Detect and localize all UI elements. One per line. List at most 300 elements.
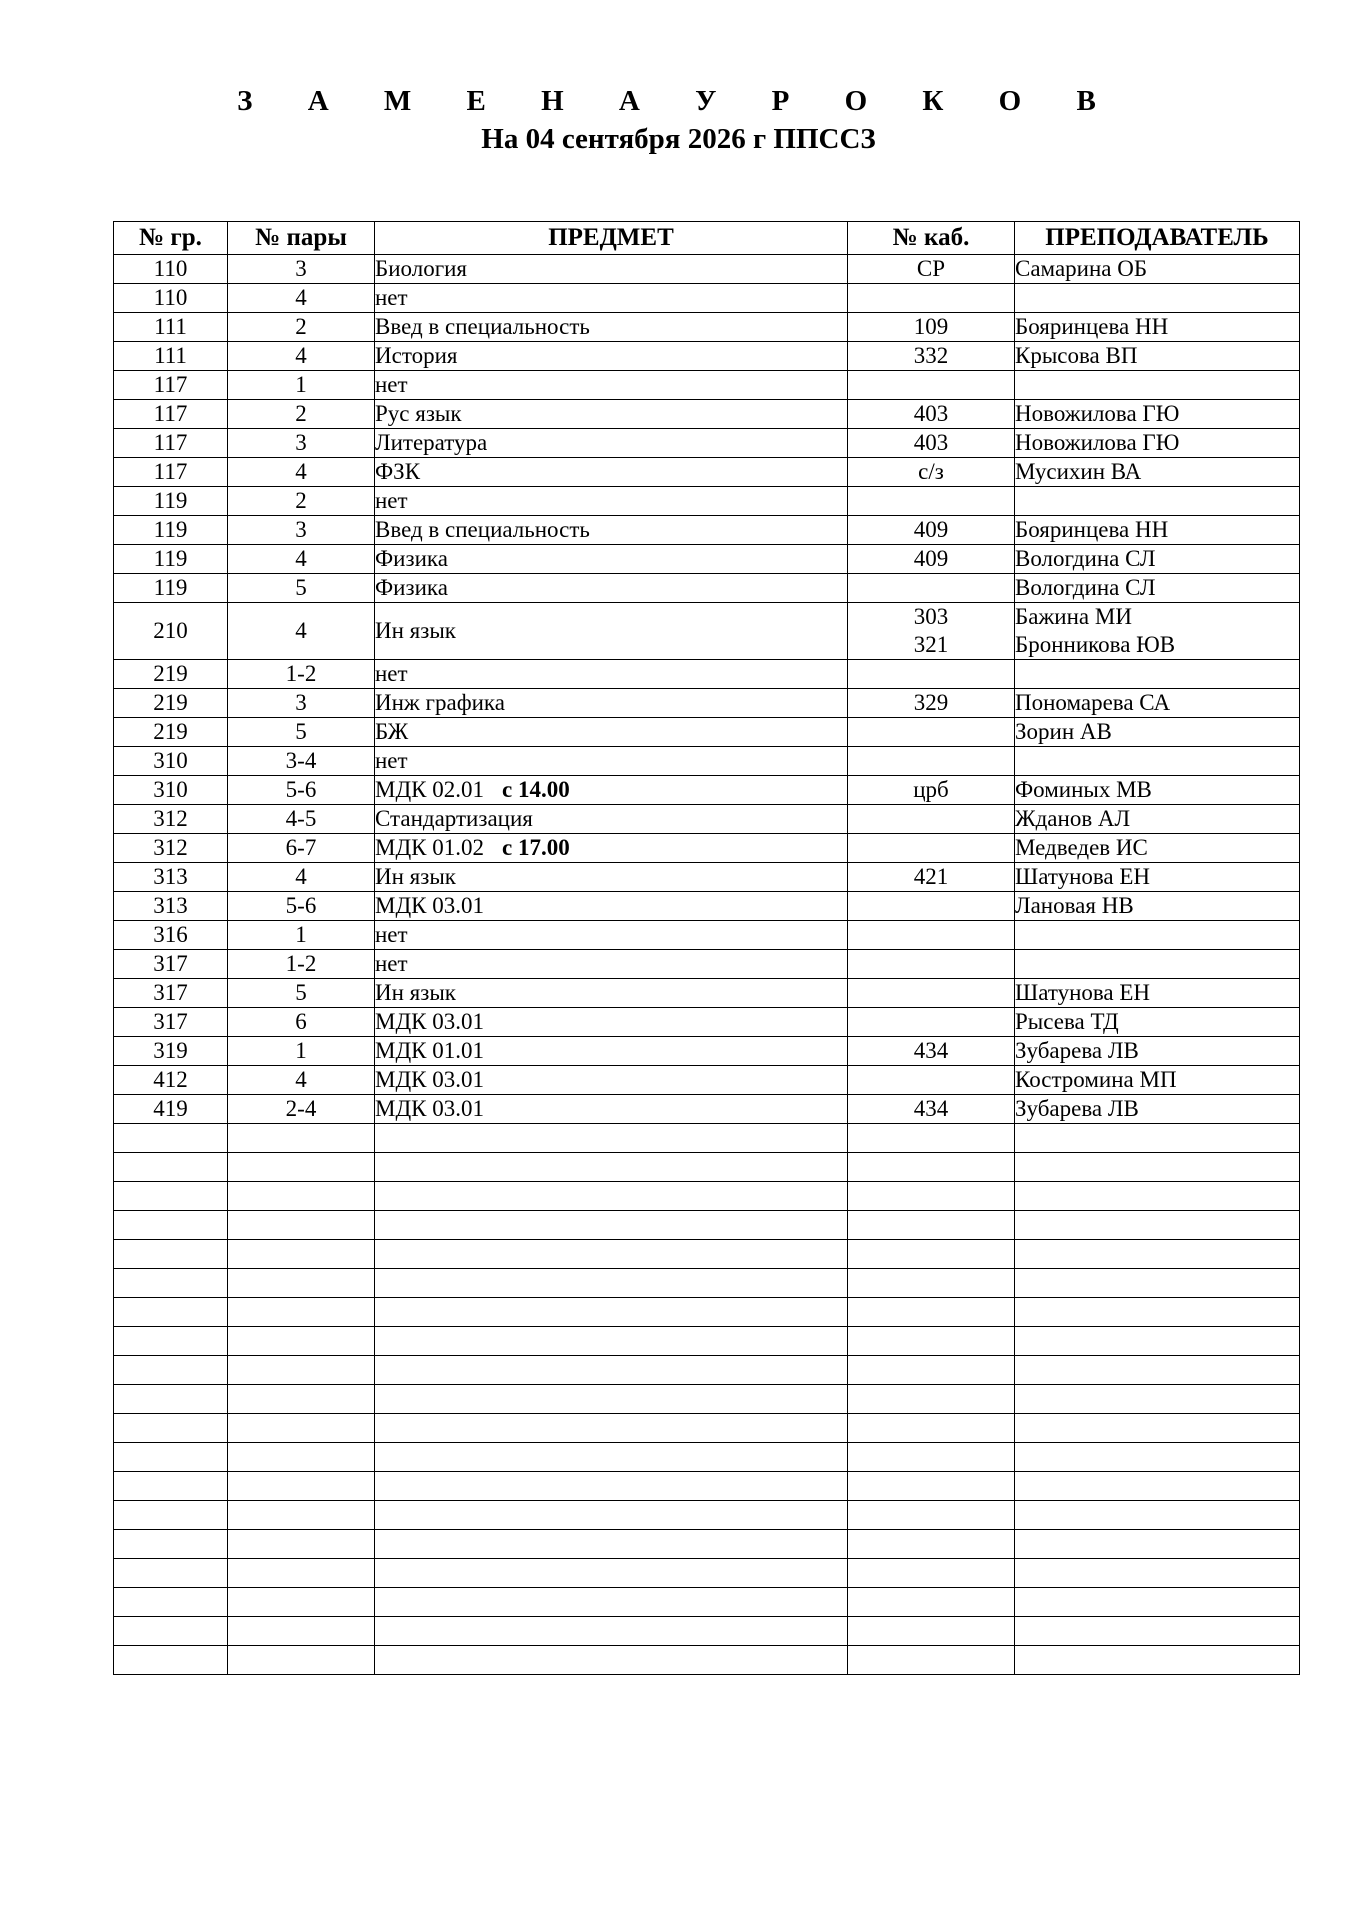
table-row xyxy=(114,747,1300,776)
cell-pair xyxy=(228,776,375,805)
cell-subject xyxy=(375,834,848,863)
teacher-name: Вологдина СЛ xyxy=(1015,575,1156,600)
cell-group xyxy=(114,1008,228,1037)
table-row xyxy=(114,1008,1300,1037)
pair-number: 1-2 xyxy=(285,661,317,686)
table-row xyxy=(114,979,1300,1008)
cell-group xyxy=(114,313,228,342)
teacher-name: Лановая НВ xyxy=(1015,893,1134,918)
group-number: 110 xyxy=(153,256,188,281)
cell-pair xyxy=(228,342,375,371)
pair-number: 3 xyxy=(295,517,307,542)
cell-room xyxy=(848,603,1015,660)
teacher-name: Бажина МИ xyxy=(1015,604,1132,629)
table-row xyxy=(114,400,1300,429)
cell-teacher xyxy=(1015,776,1300,805)
table-row xyxy=(114,1037,1300,1066)
cell-room xyxy=(848,400,1015,429)
subject-name: Введ в специальность xyxy=(375,517,590,542)
cell-room xyxy=(848,718,1015,747)
teacher-name: Шатунова ЕН xyxy=(1015,864,1151,889)
subject-name: Ин язык xyxy=(375,864,456,889)
group-number: 316 xyxy=(153,922,188,947)
cell-pair xyxy=(228,1008,375,1037)
group-number: 219 xyxy=(153,661,188,686)
cell-room xyxy=(848,1037,1015,1066)
empty-table-row xyxy=(114,1559,1300,1588)
empty-cell xyxy=(1015,1240,1300,1269)
room-number: црб xyxy=(913,777,949,802)
cell-teacher xyxy=(1015,371,1300,400)
cell-room xyxy=(848,834,1015,863)
cell-pair xyxy=(228,255,375,284)
pair-number: 1 xyxy=(295,1038,307,1063)
cell-subject xyxy=(375,718,848,747)
cell-pair xyxy=(228,747,375,776)
cell-group xyxy=(114,371,228,400)
cell-subject xyxy=(375,747,848,776)
teacher-name: Бояринцева НН xyxy=(1015,314,1169,339)
table-row xyxy=(114,313,1300,342)
col-header-group: № гр. xyxy=(114,222,228,255)
cell-teacher xyxy=(1015,1008,1300,1037)
pair-number: 5 xyxy=(295,980,307,1005)
group-number: 119 xyxy=(153,488,188,513)
cell-teacher xyxy=(1015,545,1300,574)
empty-cell xyxy=(848,1530,1015,1559)
empty-cell xyxy=(848,1124,1015,1153)
pair-number: 5-6 xyxy=(285,893,317,918)
empty-table-row xyxy=(114,1646,1300,1675)
group-number: 319 xyxy=(153,1038,188,1063)
cell-teacher xyxy=(1015,1095,1300,1124)
teacher-name: Вологдина СЛ xyxy=(1015,546,1156,571)
empty-cell xyxy=(375,1617,848,1646)
group-number: 317 xyxy=(153,1009,188,1034)
cell-room xyxy=(848,805,1015,834)
empty-cell xyxy=(375,1298,848,1327)
cell-subject xyxy=(375,516,848,545)
empty-cell xyxy=(228,1414,375,1443)
empty-cell xyxy=(114,1646,228,1675)
group-number: 419 xyxy=(153,1096,188,1121)
empty-cell xyxy=(375,1327,848,1356)
empty-cell xyxy=(375,1588,848,1617)
empty-cell xyxy=(375,1472,848,1501)
col-header-teacher: ПРЕПОДАВАТЕЛЬ xyxy=(1015,222,1300,255)
cell-pair xyxy=(228,1037,375,1066)
subject-name: Инж графика xyxy=(375,690,505,715)
empty-cell xyxy=(375,1356,848,1385)
cell-room xyxy=(848,747,1015,776)
empty-cell xyxy=(228,1153,375,1182)
table-row xyxy=(114,805,1300,834)
group-number: 310 xyxy=(153,748,188,773)
table-row xyxy=(114,1066,1300,1095)
empty-cell xyxy=(228,1327,375,1356)
cell-subject xyxy=(375,603,848,660)
subject-name: МДК 03.01 xyxy=(375,1009,484,1034)
subject-name: нет xyxy=(375,748,408,773)
cell-subject xyxy=(375,313,848,342)
group-number: 412 xyxy=(153,1067,188,1092)
table-row xyxy=(114,255,1300,284)
table-row xyxy=(114,689,1300,718)
cell-room xyxy=(848,921,1015,950)
cell-subject xyxy=(375,1095,848,1124)
cell-teacher xyxy=(1015,718,1300,747)
cell-room xyxy=(848,255,1015,284)
pair-number: 6-7 xyxy=(285,835,317,860)
cell-subject xyxy=(375,1008,848,1037)
empty-cell xyxy=(848,1153,1015,1182)
cell-teacher xyxy=(1015,284,1300,313)
table-row xyxy=(114,660,1300,689)
empty-cell xyxy=(228,1356,375,1385)
pair-number: 4 xyxy=(295,618,307,643)
cell-subject xyxy=(375,1066,848,1095)
pair-number: 5-6 xyxy=(285,777,317,802)
cell-teacher xyxy=(1015,892,1300,921)
empty-cell xyxy=(1015,1472,1300,1501)
cell-pair xyxy=(228,458,375,487)
cell-room xyxy=(848,342,1015,371)
empty-cell xyxy=(1015,1269,1300,1298)
table-row xyxy=(114,516,1300,545)
empty-cell xyxy=(1015,1356,1300,1385)
subject-name: нет xyxy=(375,951,408,976)
pair-number: 4 xyxy=(295,343,307,368)
pair-number: 4 xyxy=(295,1067,307,1092)
room-number: с/з xyxy=(918,459,944,484)
cell-pair xyxy=(228,1095,375,1124)
table-row xyxy=(114,545,1300,574)
cell-room xyxy=(848,429,1015,458)
empty-cell xyxy=(375,1646,848,1675)
empty-cell xyxy=(228,1588,375,1617)
cell-room xyxy=(848,1095,1015,1124)
subject-name: Литература xyxy=(375,430,488,455)
cell-pair xyxy=(228,545,375,574)
table-row xyxy=(114,458,1300,487)
empty-table-row xyxy=(114,1472,1300,1501)
subject-name: МДК 03.01 xyxy=(375,1096,484,1121)
group-number: 317 xyxy=(153,980,188,1005)
table-row xyxy=(114,892,1300,921)
room-number: 421 xyxy=(913,864,949,889)
col-header-room: № каб. xyxy=(848,222,1015,255)
cell-pair xyxy=(228,284,375,313)
table-row xyxy=(114,834,1300,863)
cell-pair xyxy=(228,718,375,747)
empty-table-row xyxy=(114,1298,1300,1327)
cell-subject xyxy=(375,487,848,516)
subject-name: нет xyxy=(375,661,408,686)
cell-subject xyxy=(375,400,848,429)
empty-cell xyxy=(228,1443,375,1472)
subject-name: Физика xyxy=(375,546,448,571)
empty-cell xyxy=(114,1153,228,1182)
empty-cell xyxy=(1015,1501,1300,1530)
cell-group xyxy=(114,516,228,545)
teacher-name: Шатунова ЕН xyxy=(1015,980,1151,1005)
table-row xyxy=(114,950,1300,979)
table-row xyxy=(114,718,1300,747)
empty-cell xyxy=(114,1269,228,1298)
group-number: 317 xyxy=(153,951,188,976)
empty-cell xyxy=(1015,1646,1300,1675)
cell-pair xyxy=(228,516,375,545)
pair-number: 5 xyxy=(295,575,307,600)
room-number: СР xyxy=(916,256,946,281)
empty-cell xyxy=(228,1646,375,1675)
empty-cell xyxy=(848,1269,1015,1298)
empty-cell xyxy=(228,1472,375,1501)
empty-cell xyxy=(228,1530,375,1559)
cell-room xyxy=(848,689,1015,718)
subject-name: Стандартизация xyxy=(375,806,533,831)
cell-room xyxy=(848,574,1015,603)
empty-cell xyxy=(1015,1327,1300,1356)
cell-teacher xyxy=(1015,429,1300,458)
cell-room xyxy=(848,950,1015,979)
cell-teacher xyxy=(1015,400,1300,429)
group-number: 313 xyxy=(153,864,188,889)
pair-number: 4 xyxy=(295,459,307,484)
subject-name: МДК 01.02 xyxy=(375,835,484,860)
room-number: 109 xyxy=(913,314,949,339)
subject-name: Ин язык xyxy=(375,980,456,1005)
empty-cell xyxy=(848,1356,1015,1385)
cell-teacher xyxy=(1015,1037,1300,1066)
subject-name: БЖ xyxy=(375,719,409,744)
empty-cell xyxy=(114,1414,228,1443)
cell-teacher xyxy=(1015,805,1300,834)
cell-subject xyxy=(375,545,848,574)
cell-subject xyxy=(375,660,848,689)
room-number: 403 xyxy=(913,401,949,426)
cell-group xyxy=(114,1066,228,1095)
table-body xyxy=(114,255,1300,1675)
cell-room xyxy=(848,1008,1015,1037)
cell-group xyxy=(114,1095,228,1124)
empty-cell xyxy=(114,1501,228,1530)
group-number: 119 xyxy=(153,546,188,571)
teacher-name: Самарина ОБ xyxy=(1015,256,1148,281)
cell-room xyxy=(848,487,1015,516)
teacher-name: Медведев ИС xyxy=(1015,835,1148,860)
empty-table-row xyxy=(114,1211,1300,1240)
cell-teacher xyxy=(1015,255,1300,284)
table-row xyxy=(114,776,1300,805)
cell-pair xyxy=(228,1066,375,1095)
cell-teacher xyxy=(1015,313,1300,342)
empty-cell xyxy=(848,1617,1015,1646)
cell-teacher xyxy=(1015,487,1300,516)
empty-table-row xyxy=(114,1124,1300,1153)
room-number: 332 xyxy=(913,343,949,368)
subject-name: МДК 02.01 xyxy=(375,777,484,802)
teacher-name: Мусихин ВА xyxy=(1015,459,1142,484)
cell-room xyxy=(848,313,1015,342)
cell-pair xyxy=(228,429,375,458)
group-number: 312 xyxy=(153,806,188,831)
empty-cell xyxy=(375,1530,848,1559)
pair-number: 2-4 xyxy=(285,1096,317,1121)
empty-cell xyxy=(848,1559,1015,1588)
cell-teacher xyxy=(1015,603,1300,660)
empty-cell xyxy=(114,1124,228,1153)
pair-number: 4 xyxy=(295,285,307,310)
empty-cell xyxy=(228,1182,375,1211)
empty-cell xyxy=(848,1501,1015,1530)
teacher-name: Жданов АЛ xyxy=(1015,806,1131,831)
room-number: 321 xyxy=(913,632,949,657)
group-number: 119 xyxy=(153,575,188,600)
empty-cell xyxy=(114,1617,228,1646)
cell-teacher xyxy=(1015,660,1300,689)
empty-cell xyxy=(848,1240,1015,1269)
cell-room xyxy=(848,863,1015,892)
teacher-name: Зорин АВ xyxy=(1015,719,1112,744)
empty-cell xyxy=(375,1240,848,1269)
cell-subject xyxy=(375,1037,848,1066)
subject-name: Рус язык xyxy=(375,401,462,426)
cell-teacher xyxy=(1015,516,1300,545)
cell-group xyxy=(114,603,228,660)
teacher-name: Новожилова ГЮ xyxy=(1015,430,1180,455)
room-number: 434 xyxy=(913,1096,949,1121)
pair-number: 5 xyxy=(295,719,307,744)
subject-name: МДК 01.01 xyxy=(375,1038,484,1063)
empty-cell xyxy=(848,1211,1015,1240)
table-row xyxy=(114,603,1300,660)
group-number: 312 xyxy=(153,835,188,860)
pair-number: 2 xyxy=(295,314,307,339)
group-number: 119 xyxy=(153,517,188,542)
empty-cell xyxy=(1015,1617,1300,1646)
pair-number: 2 xyxy=(295,401,307,426)
empty-cell xyxy=(228,1211,375,1240)
cell-room xyxy=(848,545,1015,574)
table-row xyxy=(114,371,1300,400)
empty-table-row xyxy=(114,1240,1300,1269)
group-number: 111 xyxy=(154,343,187,368)
empty-cell xyxy=(228,1298,375,1327)
cell-group xyxy=(114,805,228,834)
empty-cell xyxy=(848,1327,1015,1356)
empty-cell xyxy=(375,1153,848,1182)
empty-cell xyxy=(114,1385,228,1414)
table-row xyxy=(114,284,1300,313)
cell-pair xyxy=(228,950,375,979)
cell-teacher xyxy=(1015,950,1300,979)
cell-pair xyxy=(228,863,375,892)
subject-name: нет xyxy=(375,922,408,947)
empty-cell xyxy=(375,1269,848,1298)
subject-name: История xyxy=(375,343,458,368)
pair-number: 3 xyxy=(295,430,307,455)
empty-table-row xyxy=(114,1269,1300,1298)
cell-group xyxy=(114,660,228,689)
room-number: 409 xyxy=(913,546,949,571)
cell-teacher xyxy=(1015,979,1300,1008)
cell-group xyxy=(114,979,228,1008)
table-row xyxy=(114,487,1300,516)
subject-name: нет xyxy=(375,372,408,397)
cell-pair xyxy=(228,689,375,718)
cell-group xyxy=(114,747,228,776)
pair-number: 3-4 xyxy=(285,748,317,773)
empty-cell xyxy=(114,1530,228,1559)
cell-room xyxy=(848,979,1015,1008)
room-number: 409 xyxy=(913,517,949,542)
group-number: 117 xyxy=(153,372,188,397)
cell-pair xyxy=(228,574,375,603)
cell-pair xyxy=(228,313,375,342)
cell-group xyxy=(114,284,228,313)
cell-subject xyxy=(375,892,848,921)
cell-pair xyxy=(228,603,375,660)
group-number: 310 xyxy=(153,777,188,802)
teacher-name: Пономарева СА xyxy=(1015,690,1171,715)
cell-room xyxy=(848,892,1015,921)
empty-table-row xyxy=(114,1530,1300,1559)
cell-room xyxy=(848,284,1015,313)
pair-number: 4 xyxy=(295,546,307,571)
cell-subject xyxy=(375,776,848,805)
empty-cell xyxy=(375,1211,848,1240)
cell-room xyxy=(848,516,1015,545)
group-number: 219 xyxy=(153,719,188,744)
table-row xyxy=(114,863,1300,892)
teacher-name: Рысева ТД xyxy=(1015,1009,1119,1034)
cell-teacher xyxy=(1015,863,1300,892)
cell-pair xyxy=(228,487,375,516)
cell-group xyxy=(114,342,228,371)
subject-name: Физика xyxy=(375,575,448,600)
empty-table-row xyxy=(114,1327,1300,1356)
cell-teacher xyxy=(1015,458,1300,487)
teacher-name: Зубарева ЛВ xyxy=(1015,1096,1139,1121)
empty-table-row xyxy=(114,1501,1300,1530)
document-subtitle: На 04 сентября 2026 г ППССЗ xyxy=(481,123,876,155)
document-title: З А М Е Н А У Р О К О В xyxy=(237,85,1120,117)
cell-subject xyxy=(375,863,848,892)
pair-number: 1 xyxy=(295,372,307,397)
empty-cell xyxy=(848,1298,1015,1327)
table-header-row xyxy=(114,222,1300,255)
empty-cell xyxy=(1015,1559,1300,1588)
empty-cell xyxy=(1015,1588,1300,1617)
cell-subject xyxy=(375,429,848,458)
empty-cell xyxy=(375,1559,848,1588)
group-number: 117 xyxy=(153,459,188,484)
empty-table-row xyxy=(114,1153,1300,1182)
cell-pair xyxy=(228,979,375,1008)
cell-group xyxy=(114,487,228,516)
cell-teacher xyxy=(1015,1066,1300,1095)
subject-name: Биология xyxy=(375,256,468,281)
empty-cell xyxy=(1015,1385,1300,1414)
empty-cell xyxy=(228,1240,375,1269)
teacher-name: Костромина МП xyxy=(1015,1067,1177,1092)
empty-cell xyxy=(375,1182,848,1211)
pair-number: 6 xyxy=(295,1009,307,1034)
cell-pair xyxy=(228,660,375,689)
empty-cell xyxy=(848,1472,1015,1501)
pair-number: 3 xyxy=(295,256,307,281)
